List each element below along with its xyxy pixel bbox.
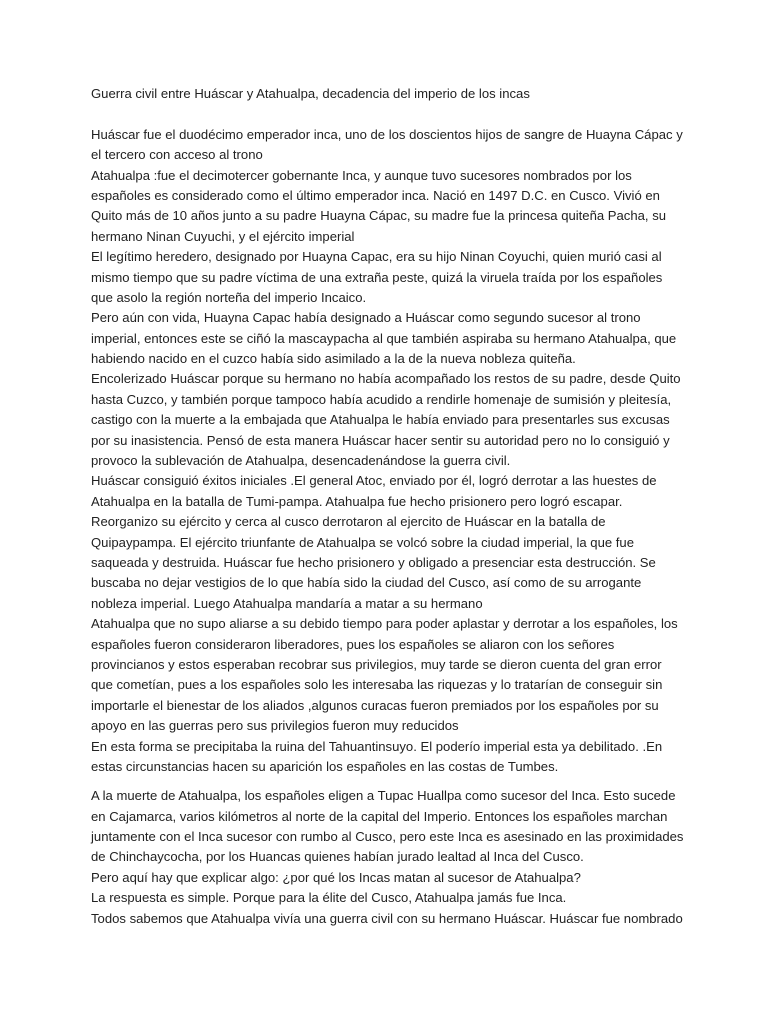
- text-line: que cometían, pues a los españoles solo les interesaba las riquezas y lo tratarían de conseguir sin: [91, 677, 663, 693]
- text-line: apoyo en las guerras pero sus privilegios fueron muy reducidos: [91, 718, 459, 734]
- text-line: Atahualpa que no supo aliarse a su debido tiempo para poder aplastar y derrotar a los españoles, los: [91, 616, 678, 632]
- text-line: Pero aquí hay que explicar algo: ¿por qué los Incas matan al sucesor de Atahualpa?: [91, 869, 581, 885]
- text-line: juntamente con el Inca sucesor con rumbo al Cusco, pero este Inca es asesinado en las proximidades: [91, 829, 684, 845]
- text-line: El legítimo heredero, designado por Huayna Capac, era su hijo Ninan Coyuchi, quien murió casi al: [91, 249, 662, 265]
- text-line: Atahualpa en la batalla de Tumi-pampa. Atahualpa fue hecho prisionero pero logró escapar.: [91, 493, 623, 509]
- text-line: importarle el bienestar de los aliados ,algunos curacas fueron premiados por los españoles por su: [91, 697, 659, 713]
- text-line: en Cajamarca, varios kilómetros al norte de la capital del Imperio. Entonces los españoles marchan: [91, 808, 668, 824]
- text-line: el tercero con acceso al trono: [91, 147, 263, 163]
- paragraph-spacer: [91, 777, 691, 786]
- text-line: Pero aún con vida, Huayna Capac había designado a Huáscar como segundo sucesor al trono: [91, 310, 641, 326]
- text-line: nobleza imperial. Luego Atahualpa mandaría a matar a su hermano: [91, 595, 483, 611]
- text-line: de Chinchaycocha, por los Huancas quienes habían jurado lealtad al Inca del Cusco.: [91, 849, 584, 865]
- text-line: Huáscar consiguió éxitos iniciales .El general Atoc, enviado por él, logró derrotar a las huestes de: [91, 473, 657, 489]
- text-line: provoco la sublevación de Atahualpa, desencadenándose la guerra civil.: [91, 453, 511, 469]
- text-line: En esta forma se precipitaba la ruina del Tahuantinsuyo. El poderío imperial esta ya debilitado. .En: [91, 738, 663, 754]
- text-line: hermano Ninan Cuyuchi, y el ejército imperial: [91, 228, 355, 244]
- text-line: hasta Cuzco, y también porque tampoco había acudido a rendirle homenaje de sumisión y pleitesía,: [91, 391, 672, 407]
- text-line: estas circunstancias hacen su aparición los españoles en las costas de Tumbes.: [91, 758, 559, 774]
- paragraph-block-2: [91, 786, 691, 929]
- text-line: españoles es considerado como el último emperador inca. Nació en 1497 D.C. en Cusco. Vivió en: [91, 187, 660, 203]
- text-line: Encolerizado Huáscar porque su hermano no había acompañado los restos de su padre, desde Quito: [91, 371, 681, 387]
- text-line: saqueada y destruida. Huáscar fue hecho prisionero y obligado a presenciar esta destrucción. Se: [91, 554, 656, 570]
- text-line: mismo tiempo que su padre víctima de una extraña peste, quizá la viruela traída por los españoles: [91, 269, 663, 285]
- text-line: Todos sabemos que Atahualpa vivía una guerra civil con su hermano Huáscar. Huáscar fue nombrado: [91, 910, 683, 926]
- text-line: Reorganizo su ejército y cerca al cusco derrotaron al ejercito de Huáscar en la batalla de: [91, 514, 606, 530]
- text-line: Quipaypampa. El ejército triunfante de Atahualpa se volcó sobre la ciudad imperial, la que fue: [91, 534, 634, 550]
- text-line: Huáscar fue el duodécimo emperador inca, uno de los doscientos hijos de sangre de Huayna Cápac y: [91, 126, 683, 142]
- text-line: habiendo nacido en el cuzco había sido asimilado a la de la nueva nobleza quiteña.: [91, 351, 576, 367]
- text-line: La respuesta es simple. Porque para la élite del Cusco, Atahualpa jamás fue Inca.: [91, 890, 567, 906]
- document-title: Guerra civil entre Huáscar y Atahualpa, decadencia del imperio de los incas: [91, 86, 530, 101]
- text-line: buscaba no dejar vestigios de lo que había sido la ciudad del Cusco, así como de su arrogante: [91, 575, 642, 591]
- text-line: por su inasistencia. Pensó de esta manera Huáscar hacer sentir su autoridad pero no lo consiguió y: [91, 432, 670, 448]
- text-line: castigo con la muerte a la embajada que Atahualpa le había enviado para presentarles sus excusas: [91, 412, 670, 428]
- text-line: A la muerte de Atahualpa, los españoles eligen a Tupac Huallpa como sucesor del Inca. Esto sucede: [91, 788, 676, 804]
- paragraph-block-1: [91, 125, 691, 778]
- document-body: [91, 84, 691, 929]
- text-line: que asolo la región norteña del imperio Incaico.: [91, 289, 367, 305]
- text-line: Quito más de 10 años junto a su padre Huayna Cápac, su madre fue la princesa quiteña Pacha, su: [91, 208, 667, 224]
- text-line: españoles fueron consideraron liberadores, pues los españoles se aliaron con los señores: [91, 636, 615, 652]
- text-line: provincianos y estos esperaban recobrar sus privilegios, muy tarde se dieron cuenta del gran error: [91, 656, 662, 672]
- text-line: Atahualpa :fue el decimotercer gobernante Inca, y aunque tuvo sucesores nombrados por los: [91, 167, 632, 183]
- text-line: imperial, entonces este se ciñó la mascaypacha al que también aspiraba su hermano Atahualpa, que: [91, 330, 677, 346]
